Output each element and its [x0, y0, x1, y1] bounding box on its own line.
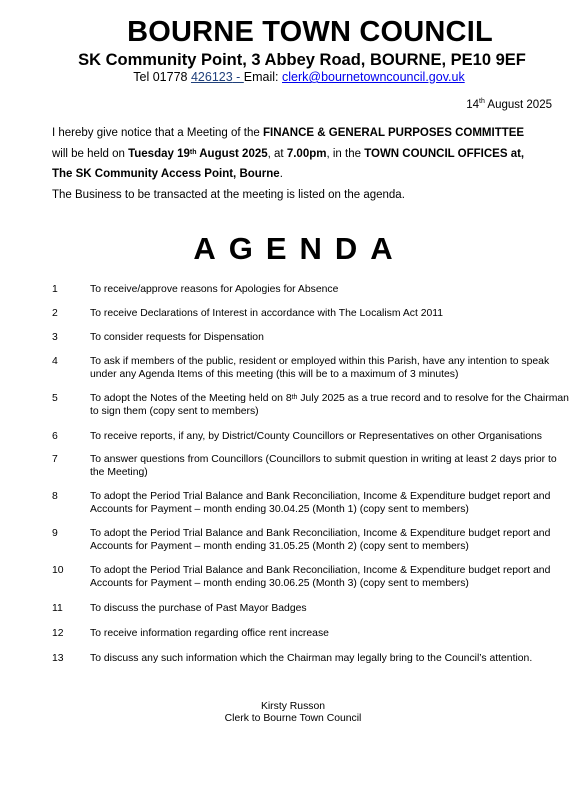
- item-number: 11: [52, 603, 63, 614]
- contact-line: [0, 70, 587, 84]
- notice-text: .: [279, 168, 283, 180]
- item-text: To answer questions from Councillors (Councillors to submit question in writing at least 2 days prior to the Meeting): [90, 454, 557, 478]
- item-text: To receive information regarding office rent increase: [90, 628, 329, 639]
- meeting-date: [128, 148, 268, 160]
- email-label: Email:: [243, 70, 282, 84]
- meeting-date-day: Tuesday 19: [128, 147, 190, 160]
- item-text: To discuss the purchase of Past Mayor Badges: [90, 603, 307, 614]
- item-text: To adopt the Period Trial Balance and Bank Reconciliation, Income & Expenditure budget report and Accounts for Payment – month ending 30.04.25 (Month 1) (copy sent to members): [90, 491, 551, 515]
- council-title: BOURNE TOWN COUNCIL: [127, 16, 493, 48]
- notice-text: , in the: [326, 147, 365, 160]
- item-text: To consider requests for Dispensation: [90, 332, 264, 343]
- agenda-heading: AGENDA: [193, 231, 406, 266]
- item-text: To receive reports, if any, by District/County Councillors or Representatives on other Organisations: [90, 431, 542, 442]
- item-text: To receive/approve reasons for Apologies for Absence: [90, 284, 339, 295]
- item-text-part: To adopt the Notes of the Meeting held on 8: [90, 393, 292, 404]
- meeting-venue-line2: The SK Community Access Point, Bourne: [52, 168, 280, 180]
- email-link[interactable]: clerk@bournetowncouncil.gov.uk: [282, 70, 465, 84]
- notice-date: [466, 99, 552, 111]
- item-number: 7: [52, 454, 58, 465]
- item-number: 13: [52, 653, 64, 664]
- item-text: To adopt the Period Trial Balance and Bank Reconciliation, Income & Expenditure budget report and Accounts for Payment – month ending 31.05.25 (Month 2) (copy sent to members): [90, 528, 551, 552]
- item-number: 6: [52, 431, 58, 442]
- meeting-notice: [52, 123, 572, 205]
- item-number: 12: [52, 628, 64, 639]
- notice-text: , at: [267, 147, 287, 160]
- business-note: The Business to be transacted at the meeting is listed on the agenda.: [52, 188, 405, 201]
- item-number: 2: [52, 308, 58, 319]
- item-number: 3: [52, 332, 58, 343]
- date-rest: August 2025: [484, 99, 552, 111]
- notice-text: I hereby give notice that a Meeting of the: [52, 127, 263, 139]
- notice-text: will be held on: [52, 147, 129, 160]
- item-text-part: July 2025 as a true record and to resolve for the Chairman to sign them (copy sent to members): [90, 393, 569, 417]
- item-text: To receive Declarations of Interest in accordance with The Localism Act 2011: [90, 308, 444, 319]
- item-number: 8: [52, 491, 58, 502]
- meeting-date-rest: August 2025: [196, 147, 268, 160]
- item-number: 5: [52, 393, 58, 404]
- item-number: 4: [52, 356, 58, 367]
- item-text: To ask if members of the public, resident or employed within this Parish, have any intention to speak under any Agenda Items of this meeting (this will be to a maximum of 3 minutes): [90, 356, 550, 380]
- item-number: 10: [52, 565, 64, 576]
- item-text-sup: th: [291, 394, 298, 401]
- meeting-time: 7.00pm: [286, 147, 327, 160]
- item-number: 1: [52, 284, 58, 295]
- item-text: [90, 393, 570, 418]
- date-day: 14: [466, 99, 479, 111]
- committee-name: FINANCE & GENERAL PURPOSES COMMITTEE: [262, 127, 525, 139]
- item-text: To adopt the Period Trial Balance and Bank Reconciliation, Income & Expenditure budget report and Accounts for Payment – month ending 30.06.25 (Month 3) (copy sent to members): [90, 565, 551, 589]
- council-address: SK Community Point, 3 Abbey Road, BOURNE, PE10 9EF: [78, 51, 526, 69]
- item-text: To discuss any such information which the Chairman may legally bring to the Council’s attention.: [90, 653, 533, 664]
- meeting-venue: TOWN COUNCIL OFFICES at,: [364, 147, 525, 160]
- date-suffix: th: [479, 98, 485, 105]
- tel-dash: -: [232, 70, 244, 84]
- tel-prefix: Tel 01778: [133, 70, 191, 84]
- signatory-name: Kirsty Russon: [260, 701, 326, 712]
- notice-paragraph: [52, 123, 572, 185]
- meeting-date-suffix: th: [189, 148, 197, 156]
- signatory-role: Clerk to Bourne Town Council: [224, 713, 362, 724]
- tel-number-link[interactable]: 426123: [190, 70, 233, 84]
- item-number: 9: [52, 528, 58, 539]
